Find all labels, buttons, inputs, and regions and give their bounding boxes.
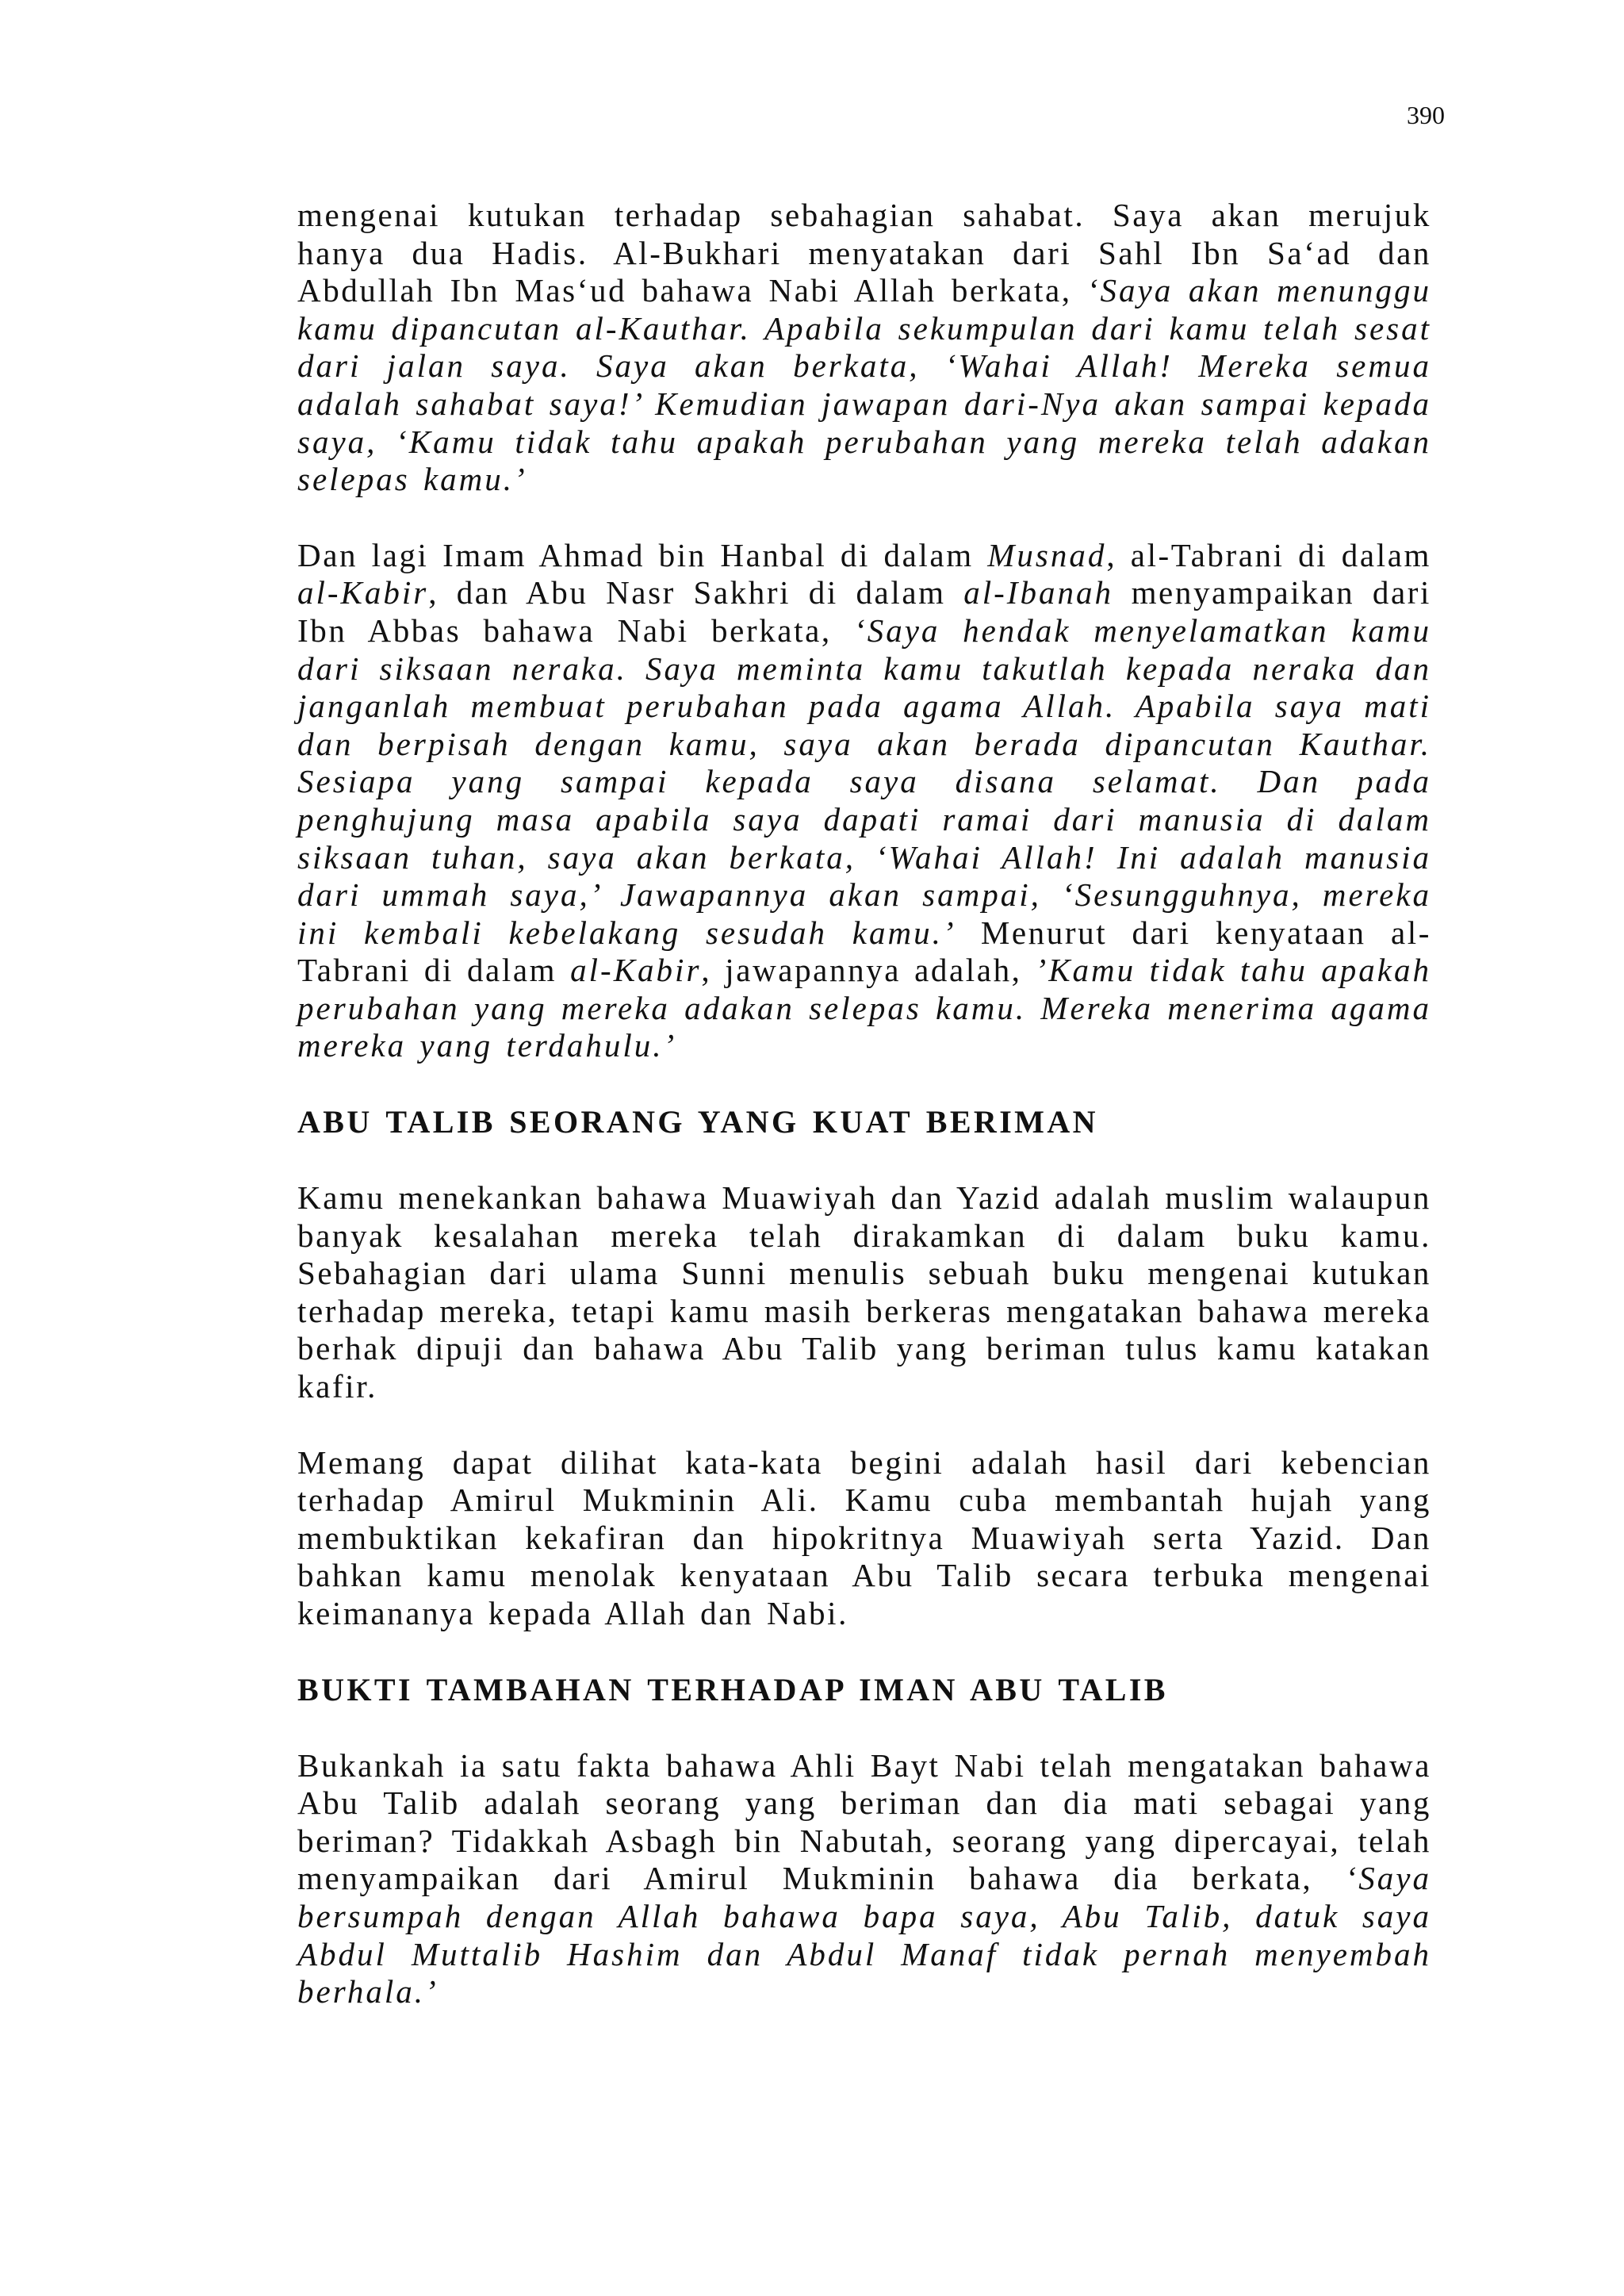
book-title-al-ibanah: al-Ibanah bbox=[963, 574, 1113, 611]
paragraph-2 bbox=[297, 537, 1431, 1065]
paragraph-2-text-a: Dan lagi Imam Ahmad bin Hanbal di dalam bbox=[297, 536, 988, 573]
paragraph-2-text-i: Menurut dari kenyataan al-Tabrani di dalam bbox=[297, 914, 1431, 989]
paragraph-1-text: mengenai kutukan terhadap sebahagian sahabat. Saya akan merujuk hanya dua Hadis. Al-Bukhari menyatakan dari Sahl Ibn Sa‘ad dan Abdullah Ibn Mas‘ud bahawa Nabi Allah berkata, bbox=[297, 197, 1431, 309]
paragraph-2-text-c: , al-Tabrani di dalam bbox=[1106, 536, 1431, 573]
paragraph-2-quote-2: ’Kamu tidak tahu apakah perubahan yang mereka adakan selepas kamu. Mereka menerima agama mereka yang terdahulu.’ bbox=[297, 952, 1431, 1064]
paragraph-1 bbox=[297, 197, 1431, 499]
paragraph-3: Kamu menekankan bahawa Muawiyah dan Yazid adalah muslim walaupun banyak kesalahan mereka telah dirakamkan di dalam buku kamu. Sebahagian dari ulama Sunni menulis sebuah buku mengenai kutukan terhadap mereka, tetapi kamu masih berkeras mengatakan bahawa mereka berhak dipuji dan bahawa Abu Talib yang beriman tulus kamu katakan kafir. bbox=[297, 1179, 1431, 1405]
section-heading-1: ABU TALIB SEORANG YANG KUAT BERIMAN bbox=[297, 1104, 1098, 1140]
paragraph-2-text-e: , dan Abu Nasr Sakhri di dalam bbox=[428, 574, 964, 611]
book-title-al-kabir: al-Kabir bbox=[297, 574, 429, 611]
paragraph-2-text-k: , jawapannya adalah, bbox=[701, 952, 1036, 989]
book-title-musnad: Musnad bbox=[987, 536, 1107, 573]
paragraph-2-text-g: menyampaikan dari Ibn Abbas bahawa Nabi berkata, bbox=[297, 574, 1431, 649]
paragraph-5 bbox=[297, 1747, 1431, 2011]
book-title-al-kabir-2: al-Kabir bbox=[570, 952, 702, 989]
page-number: 390 bbox=[1407, 101, 1445, 129]
section-heading-2: BUKTI TAMBAHAN TERHADAP IMAN ABU TALIB bbox=[297, 1671, 1168, 1708]
paragraph-5-quote: ‘Saya bersumpah dengan Allah bahawa bapa saya, Abu Talib, datuk saya Abdul Muttalib Hashim dan Abdul Manaf tidak pernah menyembah berhala.’ bbox=[297, 1860, 1431, 2010]
paragraph-1-quote: ‘Saya akan menunggu kamu dipancutan al-Kauthar. Apabila sekumpulan dari kamu telah sesat dari jalan saya. Saya akan berkata, ‘Wahai Allah! Mereka semua adalah sahabat saya!’ Kemudian jawapan dari-Nya akan sampai kepada saya, ‘Kamu tidak tahu apakah perubahan yang mereka telah adakan selepas kamu.’ bbox=[297, 272, 1431, 498]
paragraph-4: Memang dapat dilihat kata-kata begini adalah hasil dari kebencian terhadap Amirul Mukminin Ali. Kamu cuba membantah hujah yang membuktikan kekafiran dan hipokritnya Muawiyah serta Yazid. Dan bahkan kamu menolak kenyataan Abu Talib secara terbuka mengenai keimananya kepada Allah dan Nabi. bbox=[297, 1443, 1431, 1631]
paragraph-2-quote-1: ‘Saya hendak menyelamatkan kamu dari siksaan neraka. Saya meminta kamu takutlah kepada neraka dan janganlah membuat perubahan pada agama Allah. Apabila saya mati dan berpisah dengan kamu, saya akan berada dipancutan Kauthar. Sesiapa yang sampai kepada saya disana selamat. Dan pada penghujung masa apabila saya dapati ramai dari manusia di dalam siksaan tuhan, saya akan berkata, ‘Wahai Allah! Ini adalah manusia dari ummah saya,’ Jawapannya akan sampai, ‘Sesungguhnya, mereka ini kembali kebelakang sesudah kamu.’ bbox=[297, 611, 1431, 951]
paragraph-5-text: Bukankah ia satu fakta bahawa Ahli Bayt Nabi telah mengatakan bahawa Abu Talib adalah seorang yang beriman dan dia mati sebagai yang beriman? Tidakkah Asbagh bin Nabutah, seorang yang dipercayai, telah menyampaikan dari Amirul Mukminin bahawa dia berkata, bbox=[297, 1746, 1431, 1897]
page-body bbox=[297, 197, 1431, 2011]
